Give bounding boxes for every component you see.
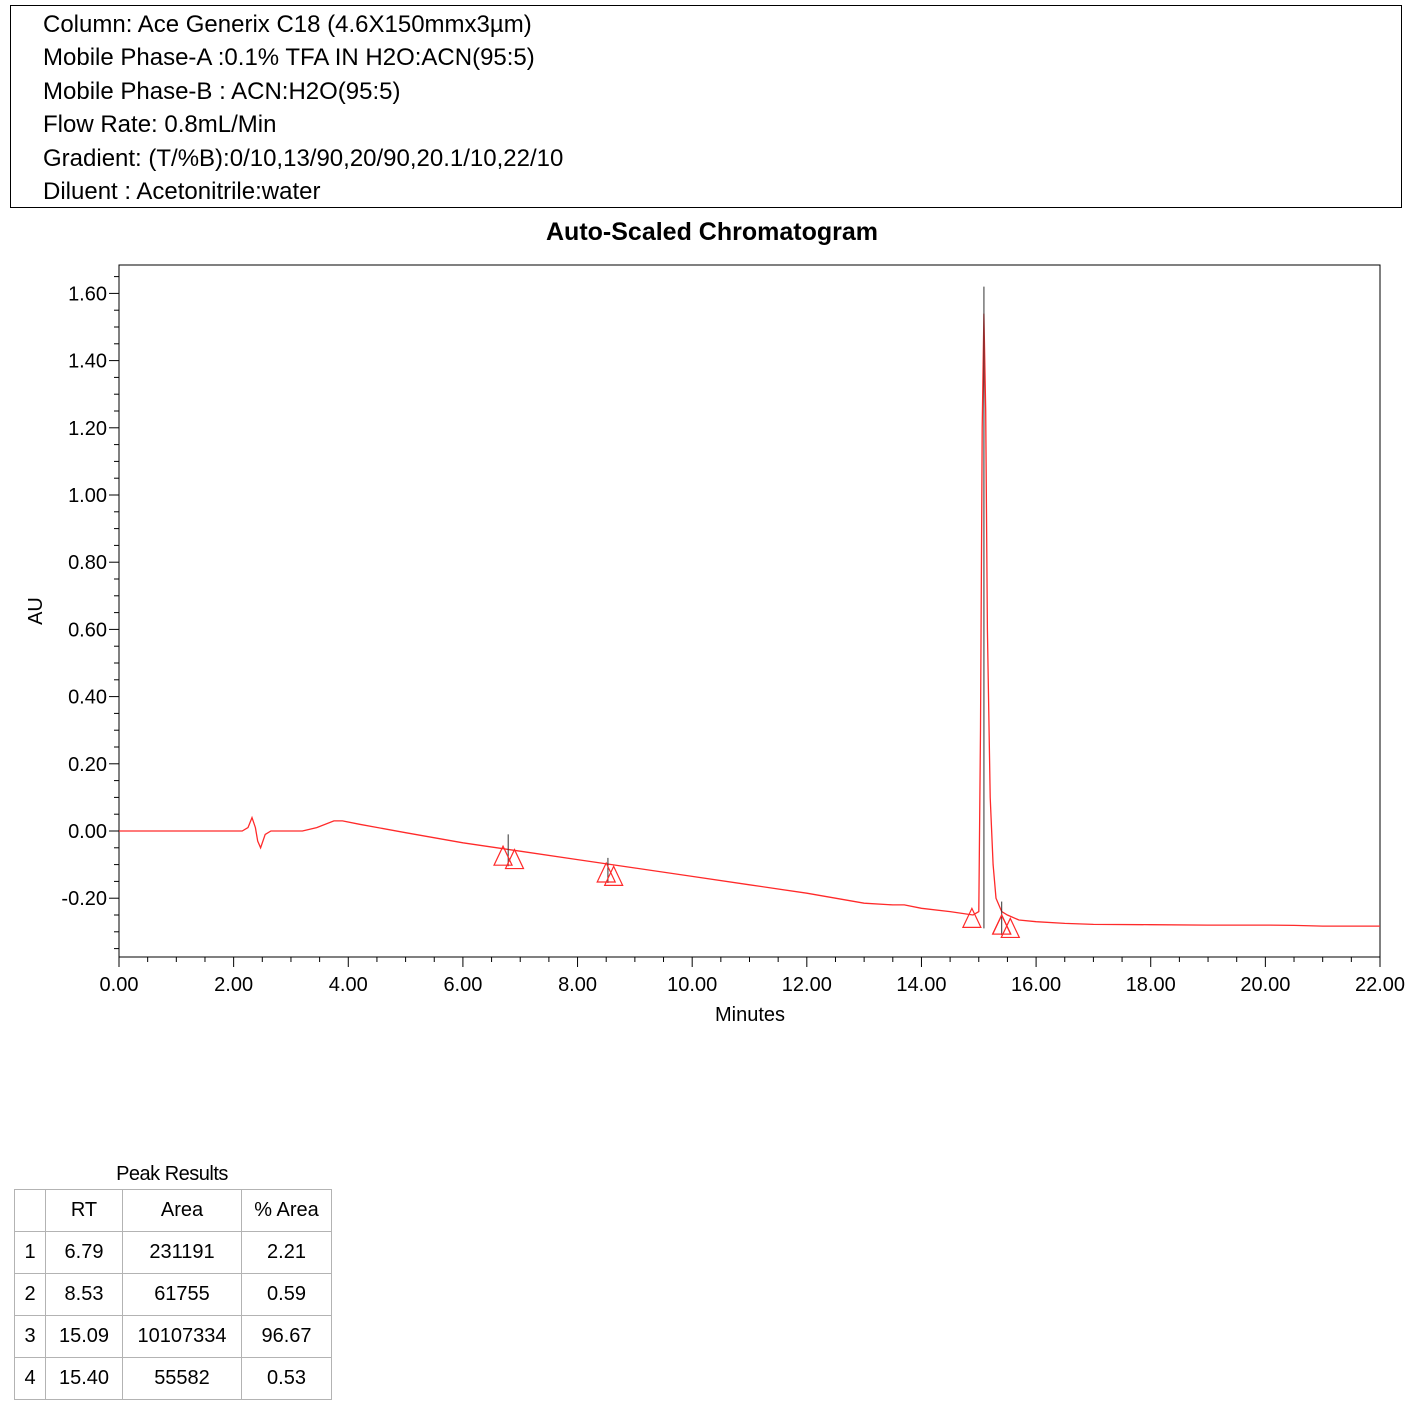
cell-rt: 6.79 — [46, 1232, 123, 1274]
flow-rate-info: Flow Rate: 0.8mL/Min — [43, 111, 277, 139]
y-tick-label: 1.40 — [68, 350, 107, 373]
chart-title: Auto-Scaled Chromatogram — [546, 218, 878, 246]
x-tick-label: 2.00 — [214, 974, 254, 996]
x-tick-label: 10.00 — [667, 974, 718, 996]
table-header-row — [15, 1190, 332, 1232]
cell-rt: 15.09 — [46, 1316, 123, 1358]
cell-rt: 15.40 — [46, 1358, 123, 1400]
cell-index: 3 — [15, 1316, 46, 1358]
cell-index: 1 — [15, 1232, 46, 1274]
header-area: Area — [123, 1190, 242, 1232]
y-tick-label: 0.80 — [68, 552, 107, 575]
y-tick-label: 0.60 — [68, 619, 107, 642]
column-info: Column: Ace Generix C18 (4.6X150mmx3µm) — [43, 11, 532, 38]
x-tick-label: 8.00 — [558, 974, 598, 996]
y-tick-label: 0.20 — [68, 753, 107, 776]
cell-percent-area: 96.67 — [242, 1316, 332, 1358]
header-index — [15, 1190, 46, 1232]
plot-frame — [119, 265, 1380, 957]
y-tick-label: 0.40 — [68, 686, 107, 709]
x-tick-label: 16.00 — [1011, 974, 1062, 996]
y-axis — [61, 277, 119, 949]
table-row — [15, 1232, 332, 1274]
peak-results-table — [14, 1189, 332, 1400]
x-axis-label: Minutes — [714, 1004, 786, 1026]
mobile-phase-b-info: Mobile Phase-B : ACN:H2O(95:5) — [43, 77, 401, 105]
cell-percent-area: 2.21 — [242, 1232, 332, 1274]
mobile-phase-a-info: Mobile Phase-A :0.1% TFA IN H2O:ACN(95:5) — [43, 44, 535, 72]
cell-area: 10107334 — [123, 1316, 242, 1358]
x-tick-label: 20.00 — [1240, 974, 1291, 996]
table-row — [15, 1316, 332, 1358]
header-rt: RT — [46, 1190, 123, 1232]
x-tick-label: 6.00 — [443, 974, 483, 996]
x-axis — [100, 957, 1406, 996]
diluent-info: Diluent : Acetonitrile:water — [43, 178, 321, 206]
y-tick-label: 1.20 — [68, 417, 107, 440]
gradient-info: Gradient: (T/%B):0/10,13/90,20/90,20.1/10,22/10 — [43, 144, 564, 172]
cell-percent-area: 0.53 — [242, 1358, 332, 1400]
peak-start-marker — [597, 863, 615, 882]
header-percent-area: % Area — [242, 1190, 332, 1232]
table-row — [15, 1274, 332, 1316]
plot-area — [119, 287, 1380, 938]
cell-area: 231191 — [123, 1232, 242, 1274]
x-tick-label: 4.00 — [328, 974, 368, 996]
cell-rt: 8.53 — [46, 1274, 123, 1316]
cell-area: 61755 — [123, 1274, 242, 1316]
cell-index: 2 — [15, 1274, 46, 1316]
x-tick-label: 22.00 — [1354, 974, 1406, 996]
cell-area: 55582 — [123, 1358, 242, 1400]
cell-index: 4 — [15, 1358, 46, 1400]
x-tick-label: 18.00 — [1125, 974, 1176, 996]
signal-trace — [119, 314, 1380, 927]
cell-percent-area: 0.59 — [242, 1274, 332, 1316]
peak-results-title: Peak Results — [116, 1163, 228, 1185]
y-tick-label: -0.20 — [61, 888, 107, 911]
y-tick-label: 1.60 — [68, 283, 107, 306]
y-axis-label: AU — [25, 597, 47, 625]
y-tick-label: 1.00 — [68, 485, 107, 507]
x-tick-label: 12.00 — [781, 974, 832, 996]
table-row — [15, 1358, 332, 1400]
x-tick-label: 14.00 — [896, 974, 947, 996]
y-tick-label: 0.00 — [68, 821, 107, 843]
x-tick-label: 0.00 — [99, 974, 139, 996]
